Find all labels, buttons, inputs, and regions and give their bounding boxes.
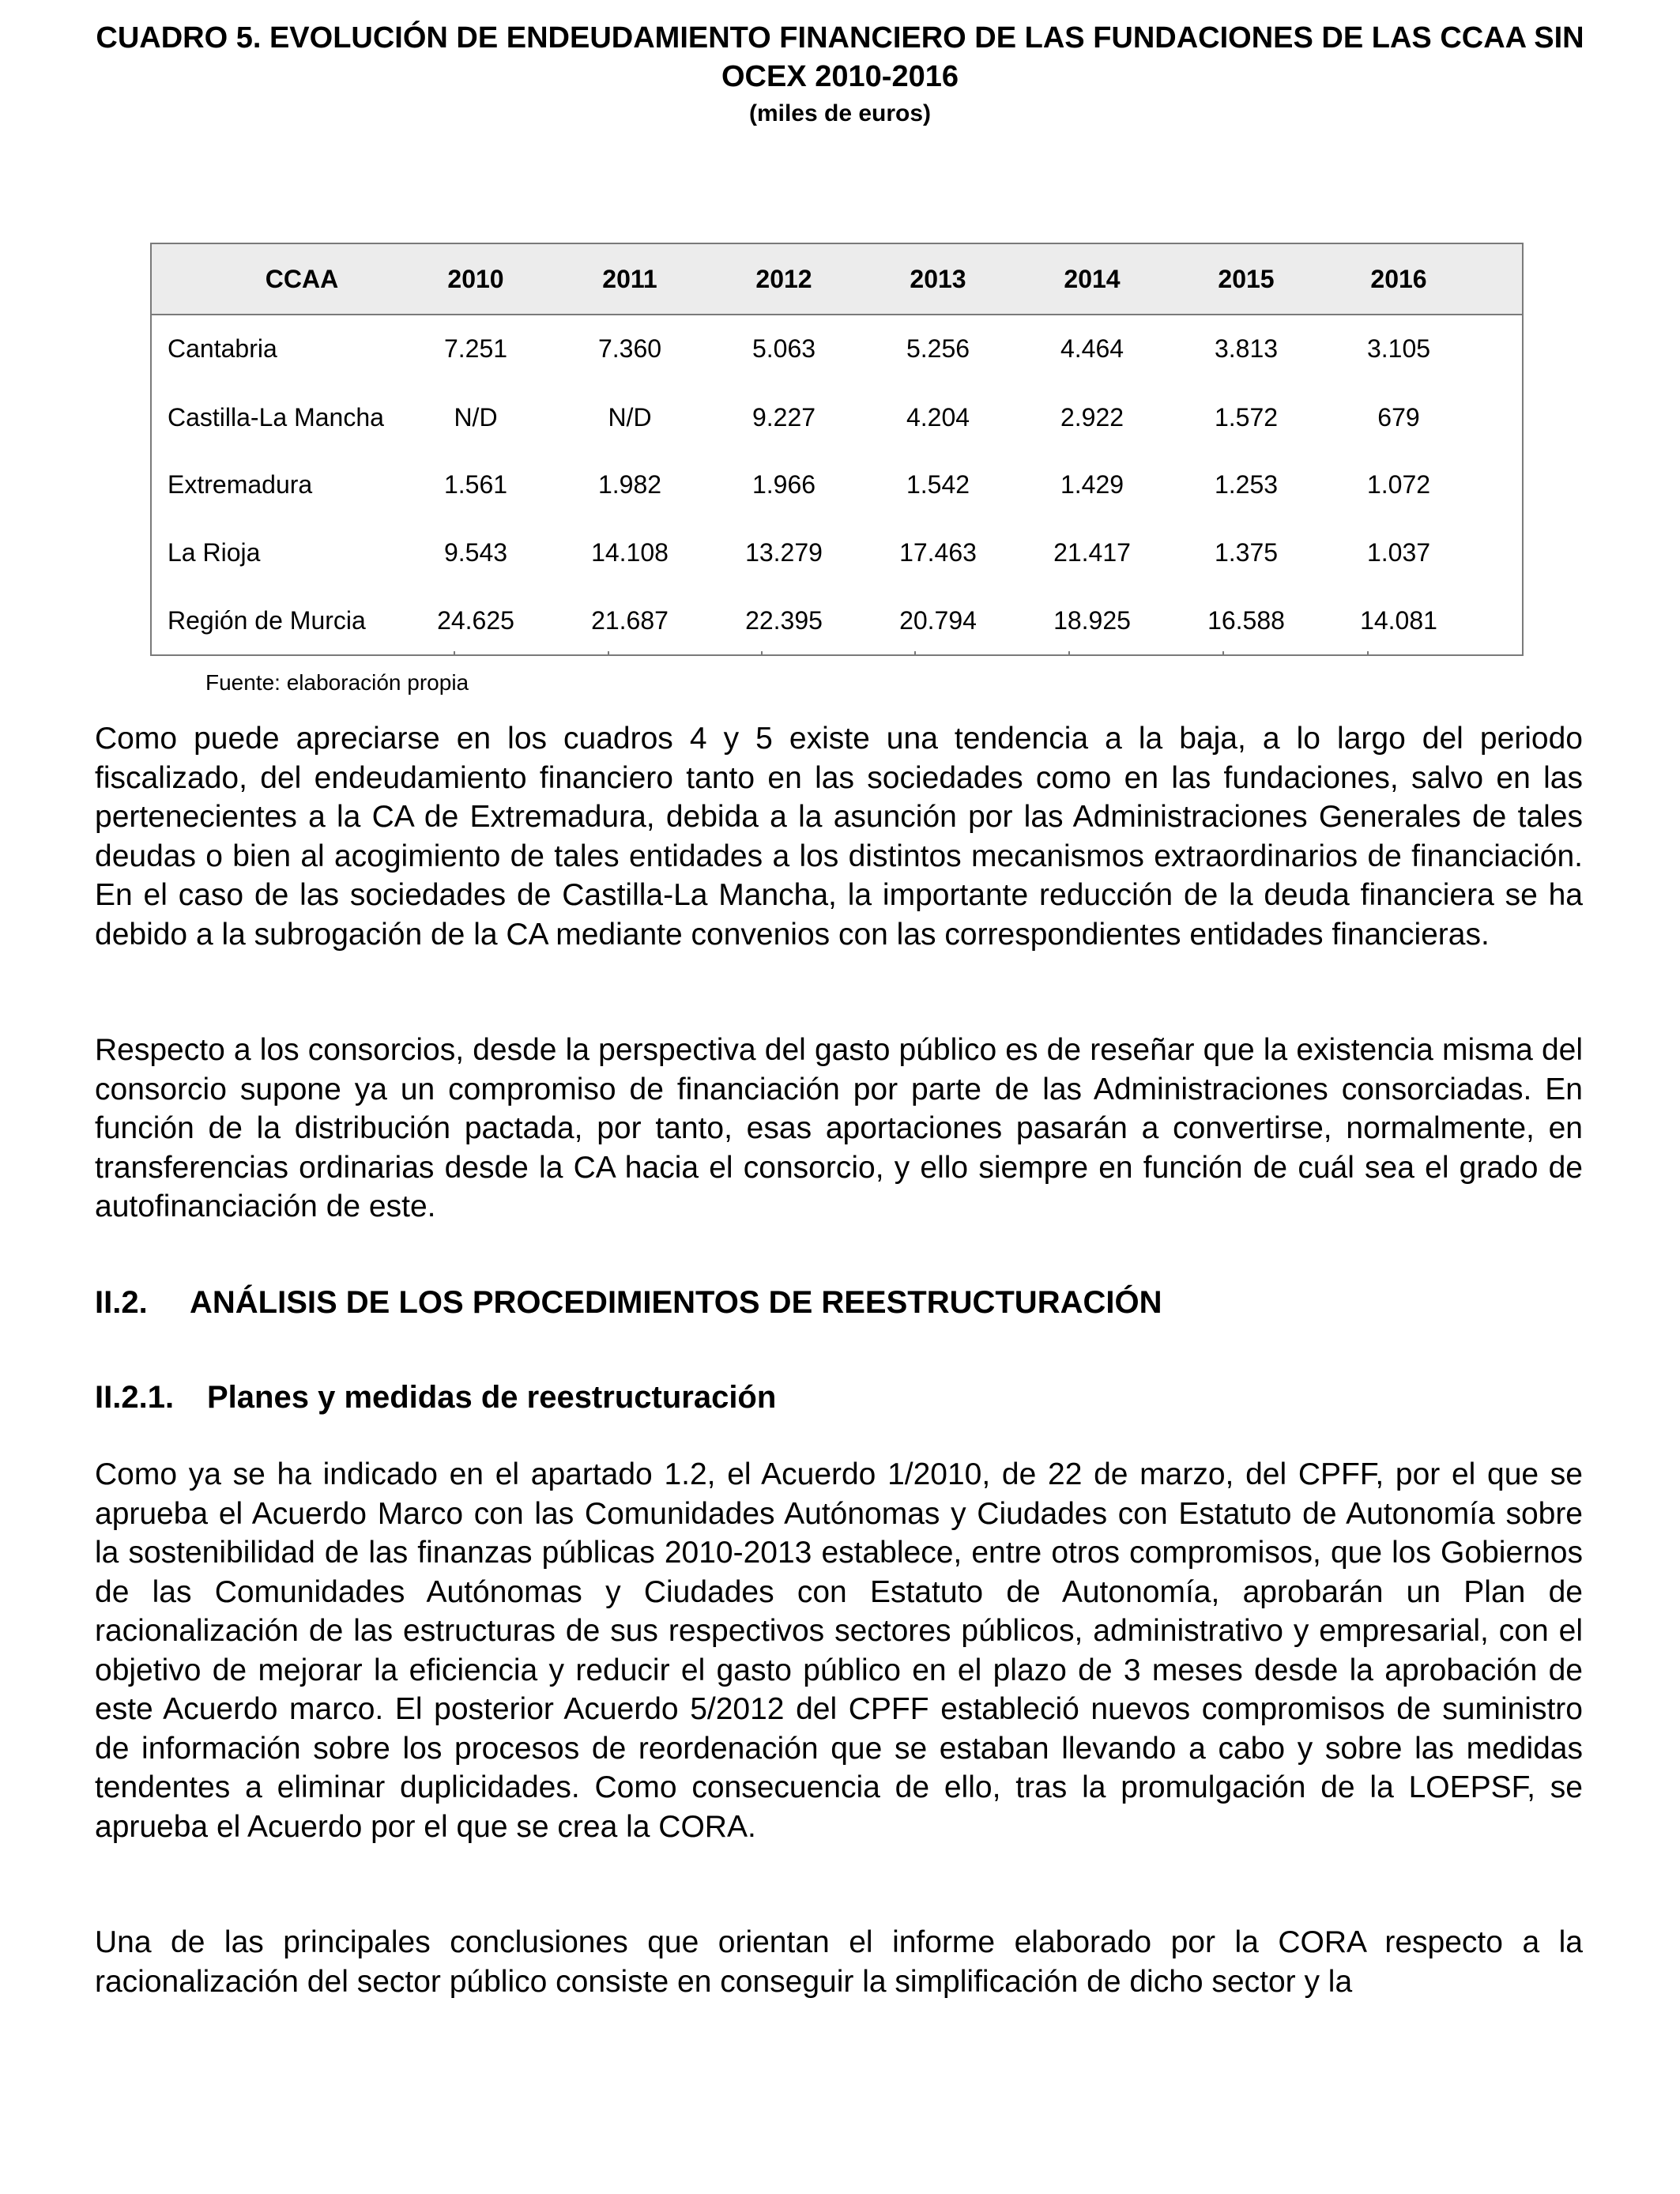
table-cell: 3.105 [1366, 334, 1431, 363]
row-label: Región de Murcia [168, 606, 366, 635]
table-subtitle: (miles de euros) [748, 100, 932, 126]
table-cell: 21.687 [591, 606, 669, 635]
body-paragraph: Respecto a los consorcios, desde la perspectiva del gasto público es de reseñar que la existencia misma del consorcio supone ya un compromiso de financiación por parte de las Administraciones consorciadas. En función de la distribución pactada, por tanto, esas aportaciones pasarán a convertirse, normalmente, en transferencias ordinarias desde la CA hacia el consorcio, y ello siempre en función de cuál sea el grado de autofinanciación de este. [95, 1033, 1583, 1223]
header-cell-2010: 2010 [447, 265, 504, 293]
table-cell: 4.464 [1060, 334, 1124, 363]
column-tick [608, 651, 609, 656]
body-paragraph: Una de las principales conclusiones que orientan el informe elaborado por la CORA respecto a la racionalización del sector público consiste en conseguir la simplificación de dicho sector y la [95, 1925, 1583, 1999]
table-cell: 20.794 [899, 606, 977, 635]
table-cell: 17.463 [899, 538, 977, 567]
table-cell: 2.922 [1060, 403, 1124, 432]
table-cell: 5.063 [751, 334, 816, 363]
column-tick [454, 651, 455, 656]
table-cell: 18.925 [1053, 606, 1131, 635]
column-tick [1068, 651, 1070, 656]
table-title: CUADRO 5. EVOLUCIÓN DE ENDEUDAMIENTO FINANCIERO DE LAS FUNDACIONES DE LAS CCAA SIN OCEX 2010-2016 [96, 21, 1584, 93]
table-cell: 1.072 [1366, 470, 1431, 499]
table-cell: N/D [454, 403, 498, 432]
table-cell: 22.395 [745, 606, 823, 635]
row-label: Castilla-La Mancha [168, 403, 384, 432]
body-paragraph: Como ya se ha indicado en el apartado 1.2, el Acuerdo 1/2010, de 22 de marzo, del CPFF, por el que se aprueba el Acuerdo Marco con las Comunidades Autónomas y Ciudades con Estatuto de Autonomía sobre la sostenibilidad de las finanzas públicas 2010-2013 establece, entre otros compromisos, que los Gobiernos de las Comunidades Autónomas y Ciudades con Estatuto de Autonomía, aprobarán un Plan de racionalización de las estructuras de sus respectivos sectores públicos, administrativo y empresarial, con el objetivo de mejorar la eficiencia y reducir el gasto público en el plazo de 3 meses desde la aprobación de este Acuerdo marco. El posterior Acuerdo 5/2012 del CPFF estableció nuevos compromisos de suministro de información sobre los procesos de reordenación que se estaban llevando a cabo y sobre las medidas tendentes a eliminar duplicidades. Como consecuencia de ello, tras la promulgación de la LOEPSF, se aprueba el Acuerdo por el que se crea la CORA. [95, 1457, 1583, 1844]
table-cell: 24.625 [437, 606, 514, 635]
subsection-heading [95, 1378, 776, 1417]
header-cell-2016: 2016 [1370, 265, 1427, 293]
table-cell: 7.360 [597, 334, 662, 363]
header-cell-2012: 2012 [755, 265, 812, 293]
row-label: La Rioja [168, 538, 261, 567]
row-label: Extremadura [168, 470, 313, 499]
column-tick [914, 651, 916, 656]
table-cell: 4.204 [906, 403, 970, 432]
table-cell: 9.543 [443, 538, 508, 567]
header-cell-2015: 2015 [1218, 265, 1275, 293]
header-cell-ccaa: CCAA [265, 265, 339, 293]
table-source-note: Fuente: elaboración propia [205, 670, 469, 695]
table-cell: 3.813 [1214, 334, 1279, 363]
table-cell: 14.081 [1360, 606, 1437, 635]
table-cell: 9.227 [751, 403, 816, 432]
table-cell: 7.251 [443, 334, 508, 363]
table-cell: 1.966 [751, 470, 816, 499]
column-tick [761, 651, 763, 656]
table-cell: 1.429 [1060, 470, 1124, 499]
table-cell: 1.542 [906, 470, 970, 499]
table-cell: 21.417 [1053, 538, 1131, 567]
table-cell: N/D [608, 403, 652, 432]
column-tick [1367, 651, 1369, 656]
table-cell: 679 [1377, 403, 1420, 432]
table-cell: 16.588 [1207, 606, 1285, 635]
body-paragraph: Como puede apreciarse en los cuadros 4 y 5 existe una tendencia a la baja, a lo largo del periodo fiscalizado, del endeudamiento financiero tanto en las sociedades como en las fundaciones, salvo en las pertenecientes a la CA de Extremadura, debida a la asunción por las Administraciones Generales de tales deudas o bien al acogimiento de tales entidades a los distintos mecanismos extraordinarios de financiación. En el caso de las sociedades de Castilla-La Mancha, la importante reducción de la deuda financiera se ha debido a la subrogación de la CA mediante convenios con las correspondientes entidades financieras. [95, 722, 1583, 952]
header-cell-2011: 2011 [602, 265, 657, 293]
table-cell: 1.375 [1214, 538, 1279, 567]
table-cell: 1.253 [1214, 470, 1279, 499]
column-tick-marks [152, 651, 1522, 656]
table-cell: 1.561 [443, 470, 508, 499]
row-label: Cantabria [168, 334, 277, 363]
subsection-title: Planes y medidas de reestructuración [207, 1380, 777, 1415]
table-cell: 5.256 [906, 334, 970, 363]
table-cell: 14.108 [591, 538, 669, 567]
table-cell: 1.037 [1366, 538, 1431, 567]
subsection-number: II.2.1. [95, 1380, 175, 1415]
table-header-row [152, 244, 1522, 315]
data-table [150, 243, 1524, 656]
section-title: ANÁLISIS DE LOS PROCEDIMIENTOS DE REESTRUCTURACIÓN [190, 1285, 1162, 1320]
table-cell: 1.982 [597, 470, 662, 499]
section-number: II.2. [95, 1285, 148, 1320]
table-cell: 1.572 [1214, 403, 1279, 432]
section-heading [95, 1283, 1162, 1322]
header-cell-2014: 2014 [1064, 265, 1121, 293]
column-tick [1222, 651, 1224, 656]
header-cell-2013: 2013 [910, 265, 966, 293]
table-cell: 13.279 [745, 538, 823, 567]
